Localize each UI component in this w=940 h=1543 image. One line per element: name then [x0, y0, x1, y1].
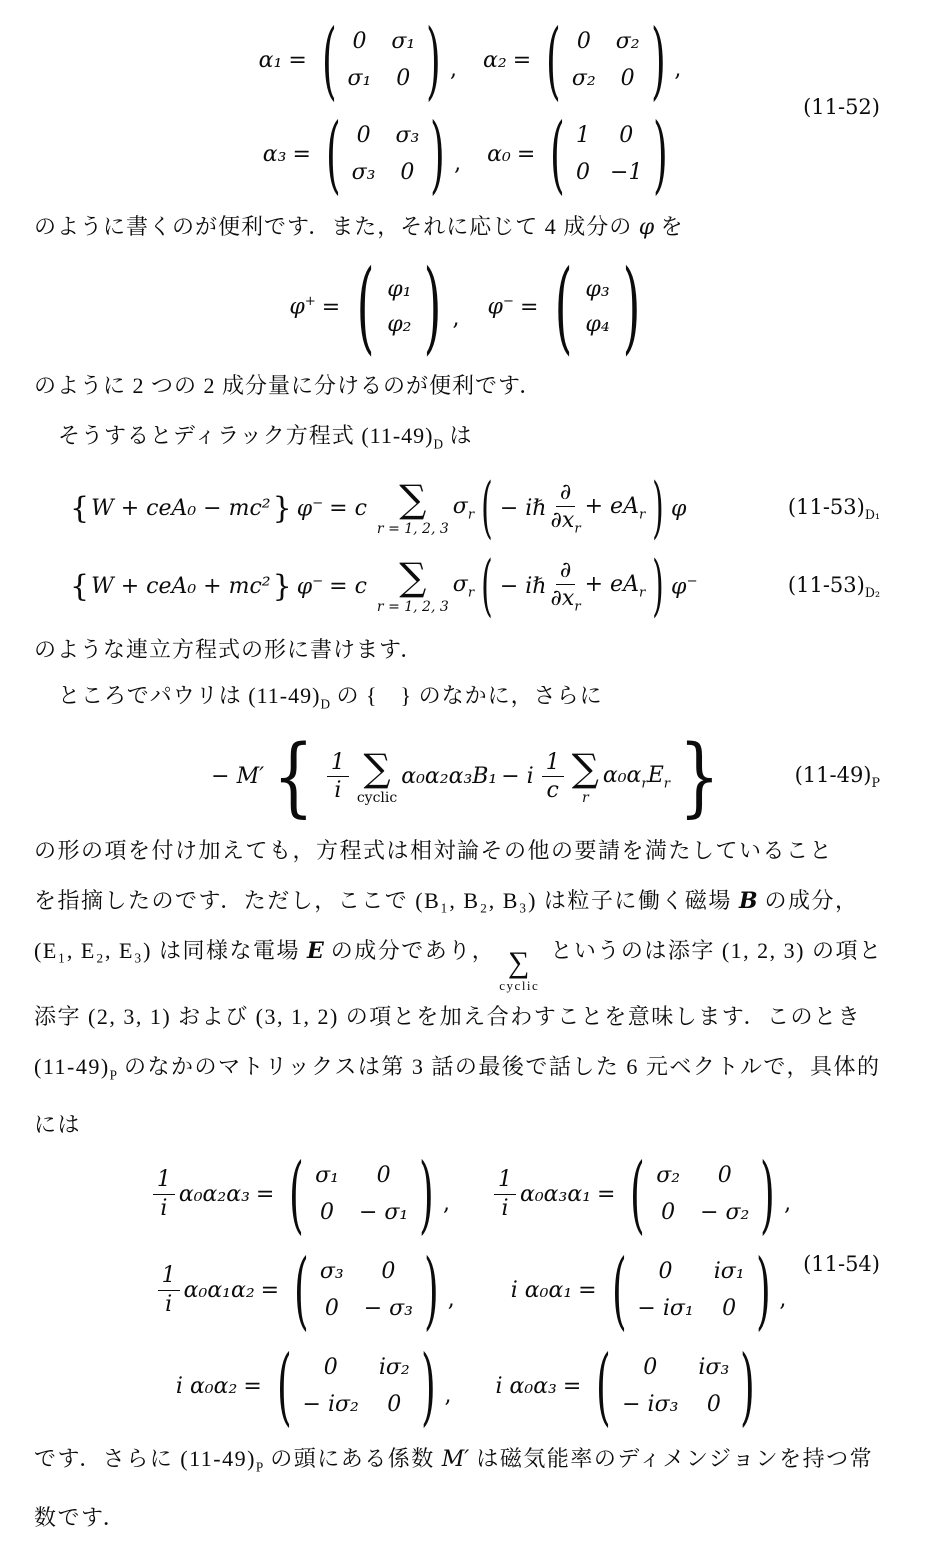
- alpha-product-B-term: α₀α₂α₃B₁: [401, 764, 498, 790]
- matrix-cell: σ₃: [395, 123, 420, 148]
- matrix-cell: 0: [722, 1296, 737, 1322]
- alpha-product: α₀α₃α₁: [520, 1181, 592, 1207]
- body-text-line: [34, 1042, 906, 1100]
- summation-cyclic: ∑ cyclic: [356, 745, 398, 806]
- matrix-cell: iσ₂: [378, 1355, 410, 1381]
- right-brace-icon: }: [272, 568, 292, 604]
- one-over-i-fraction: $\frac{1}{i}$: [158, 1263, 180, 1317]
- equals-sign: =: [519, 294, 539, 320]
- summation-symbol: ∑ r = 1, 2, 3: [376, 477, 449, 538]
- left-paren-icon: (: [481, 547, 493, 625]
- text-segment: の成分，: [757, 887, 859, 913]
- left-paren-icon: (: [321, 11, 337, 109]
- matrix-cell: − iσ₁: [637, 1296, 694, 1322]
- comma: ,: [452, 306, 460, 331]
- matrix-cell: 0: [620, 66, 635, 91]
- alpha-product: α₀α₁α₂: [183, 1277, 255, 1303]
- phi-minus-symbol: φ−: [487, 294, 514, 320]
- equation-row: [258, 11, 682, 109]
- matrix-cell: 0: [323, 1355, 338, 1381]
- equals-sign: =: [243, 1373, 262, 1399]
- comma: ,: [444, 1383, 452, 1409]
- minus-M-prime: − M′: [211, 764, 265, 790]
- equals-sign: =: [321, 294, 341, 320]
- alpha1-symbol: α₁: [258, 47, 283, 73]
- equation-reference: $(11-49)_P$: [34, 1053, 118, 1083]
- matrix-cell: 1: [576, 123, 591, 148]
- phi-symbol: φ−: [296, 573, 324, 600]
- left-paren-icon: (: [555, 248, 573, 365]
- matrix-cell: 0: [576, 29, 591, 54]
- right-paren-icon: ): [740, 1337, 756, 1436]
- alpha-product: α₀α₂α₃: [178, 1181, 250, 1207]
- matrix-cell: 0: [658, 1259, 673, 1285]
- text-segment: を: [654, 214, 684, 239]
- equation-label: (11-52): [803, 95, 880, 119]
- comma: ,: [443, 1191, 450, 1217]
- equals-sign: =: [292, 141, 311, 167]
- closing-paragraph: [34, 1434, 906, 1542]
- right-paren-icon: ): [426, 11, 441, 109]
- matrix: [587, 1337, 764, 1436]
- alpha0-symbol: α₀: [487, 141, 511, 167]
- vector-cell: φ₂: [387, 312, 412, 337]
- matrix-cell: − σ₁: [358, 1200, 409, 1226]
- text-segment: ところでパウリは: [58, 683, 249, 709]
- plus-eA-term: + $eA_r$: [584, 572, 646, 601]
- equation-reference: $(11-49)_D$: [361, 423, 444, 452]
- one-over-c-fraction: $\frac{1}{c}$: [542, 750, 564, 804]
- matrix-alpha2: [537, 11, 674, 109]
- matrix-cell: 0: [324, 1296, 339, 1322]
- right-paren-icon: ): [420, 1337, 436, 1436]
- matrix: [285, 1241, 448, 1340]
- lhs-expression: W + ceA₀ + mc²: [91, 573, 271, 599]
- matrix-cell: σ₂: [571, 66, 596, 91]
- equals-sign: =: [260, 1277, 280, 1303]
- summation-r: ∑ r: [571, 745, 599, 806]
- partial-derivative-fraction: $\frac{\partial}{\partial x_r}$: [550, 479, 581, 537]
- equation-label: (11-54): [803, 1252, 880, 1277]
- left-paren-icon: (: [356, 248, 375, 365]
- matrix-cell: − σ₂: [700, 1200, 750, 1226]
- matrix-cell: 0: [320, 1200, 335, 1226]
- equals-sign: =: [288, 47, 307, 73]
- body-text-line: [34, 673, 906, 727]
- matrix-cell: 0: [376, 1163, 391, 1189]
- equation-row: [149, 1145, 792, 1244]
- matrix-alpha0: [541, 105, 677, 203]
- left-brace-icon: {: [70, 490, 90, 526]
- sigma-r-symbol: $\sigma_r$: [452, 494, 475, 523]
- sigma-r-symbol: $\sigma_r$: [452, 572, 475, 601]
- lhs-expression: W + ceA₀ − mc²: [91, 495, 271, 521]
- text-segment: は磁気能率のディメンジョンを持つ常: [469, 1446, 874, 1472]
- left-brace-icon: {: [272, 726, 315, 827]
- column-vector: [346, 248, 452, 365]
- equation-row: [175, 1337, 764, 1436]
- matrix-alpha1: [313, 11, 450, 109]
- alpha3-symbol: α₃: [262, 141, 287, 167]
- magnetic-field-symbol: B: [738, 887, 758, 914]
- body-text-line: の形の項を付け加えても，方程式は相対論その他の要請を満たしていること: [34, 837, 834, 863]
- right-paren-icon: ): [755, 1241, 771, 1340]
- one-over-i-fraction: $\frac{1}{i}$: [327, 750, 349, 804]
- right-paren-icon: ): [650, 11, 666, 109]
- equals-sign: =: [597, 1181, 616, 1207]
- matrix-cell: 0: [352, 29, 367, 54]
- matrix-cell: − iσ₂: [302, 1392, 359, 1418]
- right-paren-icon: ): [652, 469, 664, 547]
- matrix-cell: 0: [706, 1392, 721, 1418]
- electric-field-symbol: E: [306, 937, 324, 964]
- comma: ,: [674, 57, 682, 82]
- equals-sign: =: [512, 47, 532, 73]
- matrix-cell: σ₃: [319, 1259, 344, 1285]
- matrix-cell: 0: [643, 1355, 658, 1381]
- equals-sign: =: [562, 1373, 582, 1399]
- matrix-cell: σ₃: [351, 160, 376, 185]
- equation-11-49-p: [34, 728, 906, 826]
- equation-row: [154, 1241, 787, 1340]
- matrix: [621, 1145, 784, 1244]
- left-paren-icon: (: [289, 1145, 305, 1244]
- matrix-cell: σ₁: [391, 29, 416, 54]
- equation-11-53-d2: [34, 549, 906, 627]
- alpha-product-E-term: $\alpha_0\alpha_rE_r$: [602, 762, 671, 791]
- equation-reference: $(11-49)_P$: [180, 1446, 264, 1475]
- text-segment: は: [443, 423, 473, 448]
- matrix-alpha3: [317, 105, 454, 203]
- matrix-cell: − iσ₃: [622, 1392, 679, 1418]
- left-paren-icon: (: [294, 1241, 309, 1340]
- left-paren-icon: (: [596, 1337, 612, 1436]
- equation-11-54: [34, 1145, 906, 1436]
- body-text-line: [34, 926, 906, 992]
- matrix-cell: σ₂: [656, 1163, 681, 1189]
- phi-symbol: φ: [671, 496, 687, 522]
- equals-c: = c: [329, 573, 367, 599]
- equals-sign: =: [578, 1277, 597, 1303]
- comma: ,: [454, 151, 462, 176]
- left-brace-icon: {: [70, 568, 90, 604]
- matrix-cell: 0: [619, 123, 634, 148]
- plus-eA-term: + $eA_r$: [584, 494, 646, 523]
- left-paren-icon: (: [325, 105, 341, 203]
- equation-reference: $(11-49)_D$: [248, 683, 330, 712]
- right-paren-icon: ): [622, 248, 640, 365]
- equation-row: [262, 105, 678, 203]
- matrix-cell: σ₁: [347, 66, 372, 91]
- matrix-cell: 0: [400, 160, 415, 185]
- vector-cell: φ₁: [387, 277, 412, 302]
- body-text-line: 添字 (2, 3, 1) および (3, 1, 2) の項とを加え合わすことを意味します．このとき: [34, 1003, 862, 1029]
- body-text-line: [34, 413, 906, 467]
- right-paren-icon: ): [652, 547, 664, 625]
- body-paragraph: [34, 826, 906, 1150]
- matrix-cell: 0: [387, 1392, 402, 1418]
- matrix-cell: iσ₃: [698, 1355, 730, 1381]
- equation-label: $(11-53)_{D_2}$: [787, 572, 880, 600]
- phi-symbol: φ−: [296, 495, 324, 522]
- summation-cyclic-inline: ∑ cyclic: [499, 945, 540, 993]
- matrix-cell: 0: [576, 160, 591, 185]
- matrix-cell: 0: [356, 123, 371, 148]
- partial-derivative-fraction: $\frac{\partial}{\partial x_r}$: [550, 557, 581, 615]
- left-paren-icon: (: [611, 1241, 627, 1340]
- equation-phi-split: [34, 248, 906, 365]
- vector-cell: φ₄: [585, 312, 610, 337]
- body-text-line: のような連立方程式の形に書けます．: [34, 637, 424, 663]
- phi-symbol: φ: [638, 215, 655, 240]
- body-text-line: には: [34, 1112, 82, 1138]
- matrix-cell: 0: [661, 1200, 676, 1226]
- right-paren-icon: ): [430, 105, 446, 203]
- right-paren-icon: ): [424, 1241, 439, 1340]
- matrix-cell: iσ₁: [713, 1259, 745, 1285]
- body-text-line: [34, 1434, 906, 1492]
- text-segment: の成分であり，: [323, 937, 496, 963]
- comma: ,: [447, 1287, 455, 1313]
- text-segment: を指摘したのです．ただし，ここで (B₁, B₂, B₃) は粒子に働く磁場: [34, 887, 739, 913]
- alpha2-symbol: α₂: [483, 47, 507, 73]
- alpha-product: i α₀α₃: [495, 1373, 557, 1399]
- vector-cell: φ₃: [585, 277, 610, 302]
- right-paren-icon: ): [419, 1145, 434, 1244]
- text-segment: の頭にある係数: [263, 1446, 442, 1472]
- text-segment: のなかのマトリックスは第 3 話の最後で話した 6 元ベクトルで，具体的: [117, 1053, 881, 1079]
- one-over-i-fraction: $\frac{1}{i}$: [153, 1167, 175, 1221]
- left-paren-icon: (: [481, 469, 493, 547]
- left-paren-icon: (: [550, 105, 566, 203]
- right-paren-icon: ): [424, 248, 442, 365]
- matrix-cell: −1: [610, 160, 643, 185]
- comma: ,: [450, 57, 457, 82]
- body-text-line: のように 2 つの 2 成分量に分けるのが便利です．: [34, 373, 543, 398]
- matrix-cell: 0: [717, 1163, 732, 1189]
- equals-sign: =: [516, 141, 536, 167]
- alpha-product: i α₀α₁: [510, 1277, 573, 1303]
- matrix: [268, 1337, 445, 1436]
- body-text-line: [34, 876, 906, 926]
- left-paren-icon: (: [276, 1337, 292, 1436]
- column-vector: [544, 248, 650, 365]
- comma: ,: [779, 1287, 787, 1313]
- right-paren-icon: ): [653, 105, 669, 203]
- phi-plus-symbol: φ+: [289, 294, 316, 320]
- M-prime-symbol: M′: [441, 1447, 470, 1473]
- text-segment: です．さらに: [34, 1446, 181, 1472]
- minus-ihbar: − iℏ: [499, 495, 547, 521]
- comma: ,: [784, 1191, 792, 1217]
- matrix-cell: σ₂: [615, 29, 640, 54]
- text-segment: というのは添字 (1, 2, 3) の項と: [543, 937, 883, 963]
- matrix-cell: 0: [381, 1259, 396, 1285]
- matrix-cell: σ₁: [315, 1163, 339, 1189]
- left-paren-icon: (: [546, 11, 561, 109]
- equals-c: = c: [329, 495, 367, 521]
- minus-ihbar: − iℏ: [499, 573, 547, 599]
- equation-label: $(11-53)_{D_1}$: [787, 494, 880, 522]
- equation-11-53-d1: [34, 467, 906, 549]
- matrix: [280, 1145, 443, 1244]
- one-over-i-fraction: $\frac{1}{i}$: [494, 1167, 516, 1221]
- text-segment: の { } のなかに，さらに: [329, 683, 603, 709]
- phi-symbol: φ−: [671, 573, 698, 600]
- alpha-product: i α₀α₂: [175, 1373, 238, 1399]
- minus-i: − i: [501, 764, 534, 790]
- matrix: [603, 1241, 780, 1340]
- body-text-line: [34, 204, 906, 251]
- text-segment: そうするとディラック方程式: [58, 423, 362, 448]
- right-paren-icon: ): [760, 1145, 776, 1244]
- body-text-line: 数です．: [34, 1504, 127, 1530]
- equals-sign: =: [255, 1181, 275, 1207]
- text-segment: (E₁, E₂, E₃) は同様な電場: [34, 937, 307, 963]
- text-segment: のように書くのが便利です．また，それに応じて 4 成分の: [34, 214, 639, 239]
- summation-symbol: ∑ r = 1, 2, 3: [376, 555, 449, 616]
- equation-11-52: [34, 11, 906, 204]
- matrix-cell: − σ₃: [363, 1296, 413, 1322]
- right-brace-icon: }: [678, 726, 720, 827]
- left-paren-icon: (: [630, 1145, 646, 1244]
- right-brace-icon: }: [272, 490, 292, 526]
- equation-label: $(11-49)_P$: [794, 763, 880, 791]
- matrix-cell: 0: [396, 66, 411, 91]
